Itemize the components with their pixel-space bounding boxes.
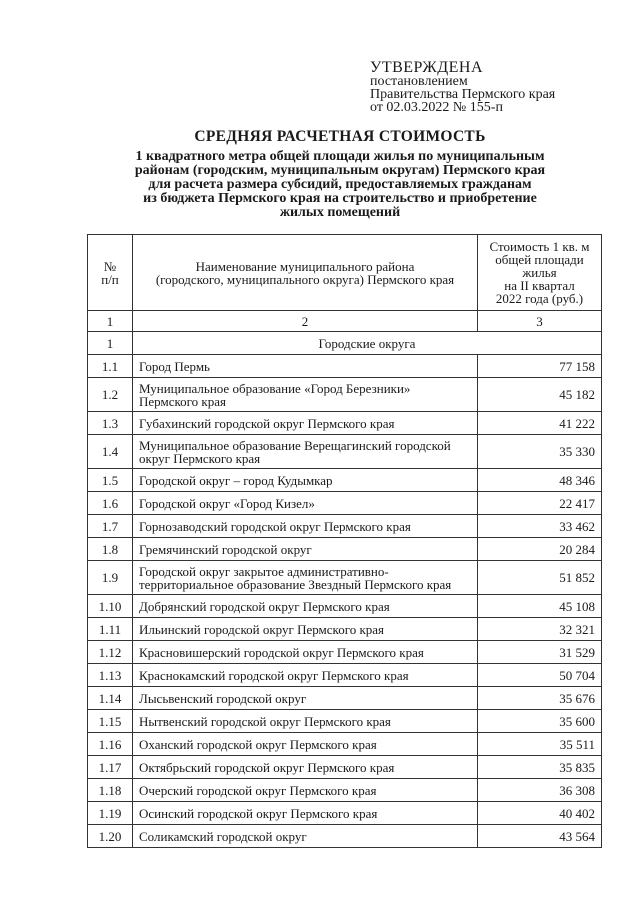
row-name — [133, 595, 478, 618]
row-value: 48 346 — [478, 469, 602, 492]
row-name — [133, 515, 478, 538]
row-name — [133, 664, 478, 687]
subtitle-line: жилых помещений — [279, 205, 401, 220]
row-name — [133, 469, 478, 492]
row-number: 1.3 — [88, 412, 133, 435]
row-value: 51 852 — [478, 561, 602, 595]
table-row — [88, 469, 602, 492]
row-value: 33 462 — [478, 515, 602, 538]
row-number: 1.18 — [88, 779, 133, 802]
subtitle-line: для расчета размера субсидий, предоставляемых гражданам — [148, 177, 532, 192]
approval-date: от 02.03.2022 № 155-п — [370, 100, 503, 115]
row-name-line: Горнозаводский городской округ Пермского края — [139, 518, 411, 534]
table-row — [88, 733, 602, 756]
row-name-line: Городской округ «Город Кизел» — [139, 495, 315, 511]
row-value: 22 417 — [478, 492, 602, 515]
row-name — [133, 802, 478, 825]
row-name-line: Ильинский городской округ Пермского края — [139, 621, 385, 637]
row-number: 1.7 — [88, 515, 133, 538]
row-value: 41 222 — [478, 412, 602, 435]
row-value: 45 182 — [478, 378, 602, 412]
header-value: Стоимость 1 кв. м общей площади жилья на II квартал 2022 года (руб.) — [478, 235, 602, 311]
row-name — [133, 378, 478, 412]
row-value: 35 835 — [478, 756, 602, 779]
row-name — [133, 733, 478, 756]
row-value: 43 564 — [478, 825, 602, 848]
table-row — [88, 378, 602, 412]
table-row — [88, 687, 602, 710]
row-value: 36 308 — [478, 779, 602, 802]
section-row — [88, 332, 602, 355]
row-value: 32 321 — [478, 618, 602, 641]
row-name-line: Оханский городской округ Пермского края — [139, 736, 377, 752]
row-name-line: Соликамский городской округ — [139, 828, 307, 844]
table-row — [88, 595, 602, 618]
row-name-line: Городской округ – город Кудымкар — [139, 472, 333, 488]
table-row — [88, 802, 602, 825]
row-value: 77 158 — [478, 355, 602, 378]
approval-line: постановлением — [370, 74, 468, 89]
row-name-line: Краснокамский городской округ Пермского края — [139, 667, 409, 683]
table-row — [88, 538, 602, 561]
approval-title: УТВЕРЖДЕНА — [370, 59, 484, 76]
table-row — [88, 710, 602, 733]
row-name-line: Губахинский городской округ Пермского края — [139, 415, 395, 431]
row-number: 1.6 — [88, 492, 133, 515]
table-row — [88, 515, 602, 538]
cost-table — [87, 234, 602, 848]
row-value: 20 284 — [478, 538, 602, 561]
row-number: 1.11 — [88, 618, 133, 641]
row-value: 35 330 — [478, 435, 602, 469]
row-name-line: Красновишерский городской округ Пермского края — [139, 644, 424, 660]
row-name-line: Нытвенский городской округ Пермского края — [139, 713, 391, 729]
row-number: 1.20 — [88, 825, 133, 848]
row-number: 1.19 — [88, 802, 133, 825]
document-subtitle — [40, 150, 640, 220]
row-name-line: Пермского края — [139, 393, 226, 409]
row-value: 35 511 — [478, 733, 602, 756]
header-name: Наименование муниципального района (городского, муниципального округа) Пермского края — [133, 235, 478, 311]
row-number: 1.13 — [88, 664, 133, 687]
table-row — [88, 641, 602, 664]
table-row — [88, 355, 602, 378]
approval-stamp — [370, 60, 555, 114]
row-name — [133, 561, 478, 595]
subtitle-line: районам (городским, муниципальным округам) Пермского края — [134, 163, 546, 178]
row-number: 1.17 — [88, 756, 133, 779]
subtitle-line: из бюджета Пермского края на строительство и приобретение — [143, 191, 537, 206]
row-name-line: территориальное образование Звездный Пермского края — [139, 576, 452, 592]
row-number: 1.16 — [88, 733, 133, 756]
table-row — [88, 492, 602, 515]
row-name-line: Добрянский городской округ Пермского края — [139, 598, 390, 614]
row-number: 1.12 — [88, 641, 133, 664]
row-value: 35 600 — [478, 710, 602, 733]
row-value: 35 676 — [478, 687, 602, 710]
column-number: 2 — [133, 311, 478, 332]
table-row — [88, 412, 602, 435]
row-name-line: Городской округ закрытое административно- — [139, 563, 389, 579]
row-name — [133, 756, 478, 779]
row-name-line: Гремячинский городской округ — [139, 541, 312, 557]
row-value: 45 108 — [478, 595, 602, 618]
row-number: 1.10 — [88, 595, 133, 618]
column-number-row — [88, 311, 602, 332]
row-name — [133, 412, 478, 435]
row-name-line: Очерский городской округ Пермского края — [139, 782, 377, 798]
row-name-line: Муниципальное образование Верещагинский городской — [139, 437, 451, 453]
row-name — [133, 825, 478, 848]
row-value: 31 529 — [478, 641, 602, 664]
row-number: 1.1 — [88, 355, 133, 378]
row-name-line: округ Пермского края — [139, 450, 261, 466]
table-header-row — [88, 235, 602, 311]
column-number: 3 — [478, 311, 602, 332]
row-name — [133, 779, 478, 802]
table-row — [88, 664, 602, 687]
row-number: 1.9 — [88, 561, 133, 595]
row-name — [133, 687, 478, 710]
row-number: 1.4 — [88, 435, 133, 469]
row-name — [133, 492, 478, 515]
table-row — [88, 561, 602, 595]
row-value: 50 704 — [478, 664, 602, 687]
row-name — [133, 355, 478, 378]
section-label: Городские округа — [133, 332, 602, 355]
approval-line: Правительства Пермского края — [370, 87, 556, 102]
row-number: 1.2 — [88, 378, 133, 412]
table-row — [88, 756, 602, 779]
row-name-line: Муниципальное образование «Город Березники» — [139, 380, 411, 396]
table-row — [88, 825, 602, 848]
row-name-line: Лысьвенский городской округ — [139, 690, 307, 706]
row-value: 40 402 — [478, 802, 602, 825]
row-number: 1.5 — [88, 469, 133, 492]
row-name — [133, 641, 478, 664]
column-number: 1 — [88, 311, 133, 332]
section-num: 1 — [88, 332, 133, 355]
row-name-line: Октябрьский городской округ Пермского края — [139, 759, 395, 775]
row-name-line: Осинский городской округ Пермского края — [139, 805, 378, 821]
table-row — [88, 435, 602, 469]
document-title: СРЕДНЯЯ РАСЧЕТНАЯ СТОИМОСТЬ — [194, 128, 486, 145]
row-name — [133, 618, 478, 641]
row-number: 1.15 — [88, 710, 133, 733]
table-row — [88, 618, 602, 641]
row-name — [133, 538, 478, 561]
row-name — [133, 435, 478, 469]
table-row — [88, 779, 602, 802]
subtitle-line: 1 квадратного метра общей площади жилья по муниципальным — [135, 149, 545, 164]
row-name — [133, 710, 478, 733]
row-number: 1.8 — [88, 538, 133, 561]
row-number: 1.14 — [88, 687, 133, 710]
row-name-line: Город Пермь — [139, 358, 210, 374]
header-num: № п/п — [88, 235, 133, 311]
